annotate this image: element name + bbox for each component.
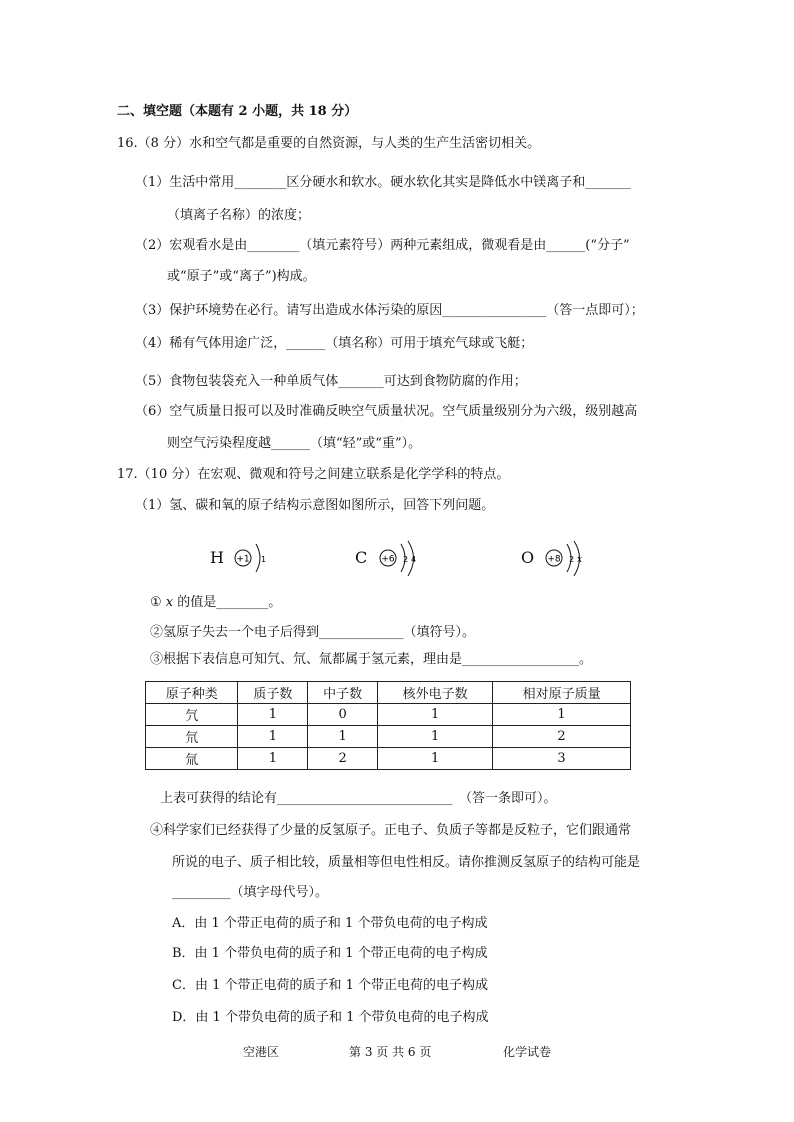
table-header-cell: 中子数 [308,682,378,704]
table-header-cell: 原子种类 [146,682,238,704]
atom-symbol: H [210,548,224,567]
table-cell: 1 [238,704,308,726]
q17-stem: 17.（10 分）在宏观、微观和符号之间建立联系是化学学科的特点。 [117,467,510,482]
table-cell: 1 [493,704,631,726]
table-cell: 氕 [146,704,238,726]
table-header-cell: 核外电子数 [378,682,493,704]
shell-electrons: 2 [569,555,575,564]
table-header-cell: 相对原子质量 [493,682,631,704]
table-header-row [146,682,631,704]
option-a: A．由 1 个带正电荷的质子和 1 个带负电荷的电子构成 [172,916,488,931]
hydrogen-structure [230,540,290,580]
table-cell: 1 [238,748,308,770]
shell-electrons: 1 [261,555,267,564]
q16-part2-line2: 或“原子”或“离子”)构成。 [167,269,316,284]
q17-part1: （1）氢、碳和氧的原子结构示意图如图所示，回答下列问题。 [135,498,495,513]
q16-part4: （4）稀有气体用途广泛，______（填名称）可用于填充气球或飞艇； [135,336,534,351]
q17-table-conclusion: 上表可获得的结论有___________________________ （答一条即可）。 [160,791,557,806]
table-cell: 1 [378,748,493,770]
circled-number: ① [150,595,162,610]
atom-diagram-hydrogen [210,540,280,580]
nucleus-charge: +8 [547,554,561,565]
table-cell: 2 [308,748,378,770]
q17-sub4-line3: _________（填字母代号）。 [172,885,329,900]
oxygen-structure [541,540,606,580]
table-cell: 3 [493,748,631,770]
q17-sub4-line1: ④科学家们已经获得了少量的反氢原子。正电子、负质子等都是反粒子，它们跟通常 [150,823,632,838]
table-header-cell: 质子数 [238,682,308,704]
table-row [146,704,631,726]
q17-sub2: ②氢原子失去一个电子后得到_____________（填符号）。 [150,625,476,640]
footer-district: 空港区 [243,1045,280,1059]
table-cell: 1 [378,704,493,726]
q16-part1-line2: （填离子名称）的浓度； [167,208,311,223]
shell-electrons: x [577,555,583,565]
q17-sub4-line2: 所说的电子、质子相比较，质量相等但电性相反。请你推测反氢原子的结构可能是 [172,855,641,870]
hydrogen-isotopes-table [145,681,631,770]
q17-sub1 [150,594,281,612]
table-cell: 1 [238,726,308,748]
q16-part6-line2: 则空气污染程度越______（填“轻”或“重”）。 [167,436,422,451]
q16-part3: （3）保护环境势在必行。请写出造成水体污染的原因________________（答一点即可）； [135,303,644,318]
q16-part6-line1: （6）空气质量日报可以及时准确反映空气质量状况。空气质量级别分为六级，级别越高 [135,404,638,419]
table-cell: 1 [378,726,493,748]
atom-symbol: O [521,548,535,567]
carbon-structure [375,540,440,580]
atom-diagram-carbon [355,540,435,580]
atom-symbol: C [355,548,368,567]
nucleus-charge: +6 [381,554,395,565]
q16-part1-line1: （1）生活中常用________区分硬水和软水。硬水软化其实是降低水中镁离子和_______ [135,175,631,190]
sub1-text: 的值是________。 [177,595,282,610]
q17-sub3: ③根据下表信息可知氕、氘、氚都属于氢元素，理由是__________________。 [150,652,593,667]
variable-x: x [165,595,174,610]
table-cell: 2 [493,726,631,748]
shell-electrons: 2 [403,555,409,564]
footer-page-number: 第 3 页 共 6 页 [349,1045,432,1059]
table-cell: 氚 [146,748,238,770]
shell-electrons: 4 [411,555,417,564]
option-d: D．由 1 个带负电荷的质子和 1 个带负电荷的电子构成 [172,1010,489,1025]
nucleus-charge: +1 [236,554,250,565]
option-c: C．由 1 个带正电荷的质子和 1 个带正电荷的电子构成 [172,978,489,993]
table-row [146,726,631,748]
table-row [146,748,631,770]
table-cell: 氘 [146,726,238,748]
option-b: B．由 1 个带负电荷的质子和 1 个带正电荷的电子构成 [172,946,488,961]
section-title: 二、填空题（本题有 2 小题，共 18 分） [117,104,358,119]
q16-stem: 16.（8 分）水和空气都是重要的自然资源，与人类的生产生活密切相关。 [117,136,541,151]
table-cell: 0 [308,704,378,726]
footer-subject: 化学试卷 [503,1045,552,1059]
q16-part5: （5）食物包装袋充入一种单质气体_______可达到食物防腐的作用； [135,374,527,389]
table-cell: 1 [308,726,378,748]
atom-diagram-oxygen [521,540,601,580]
q16-part2-line1: （2）宏观看水是由________（填元素符号）两种元素组成，微观看是由______(“分子” [135,238,630,253]
